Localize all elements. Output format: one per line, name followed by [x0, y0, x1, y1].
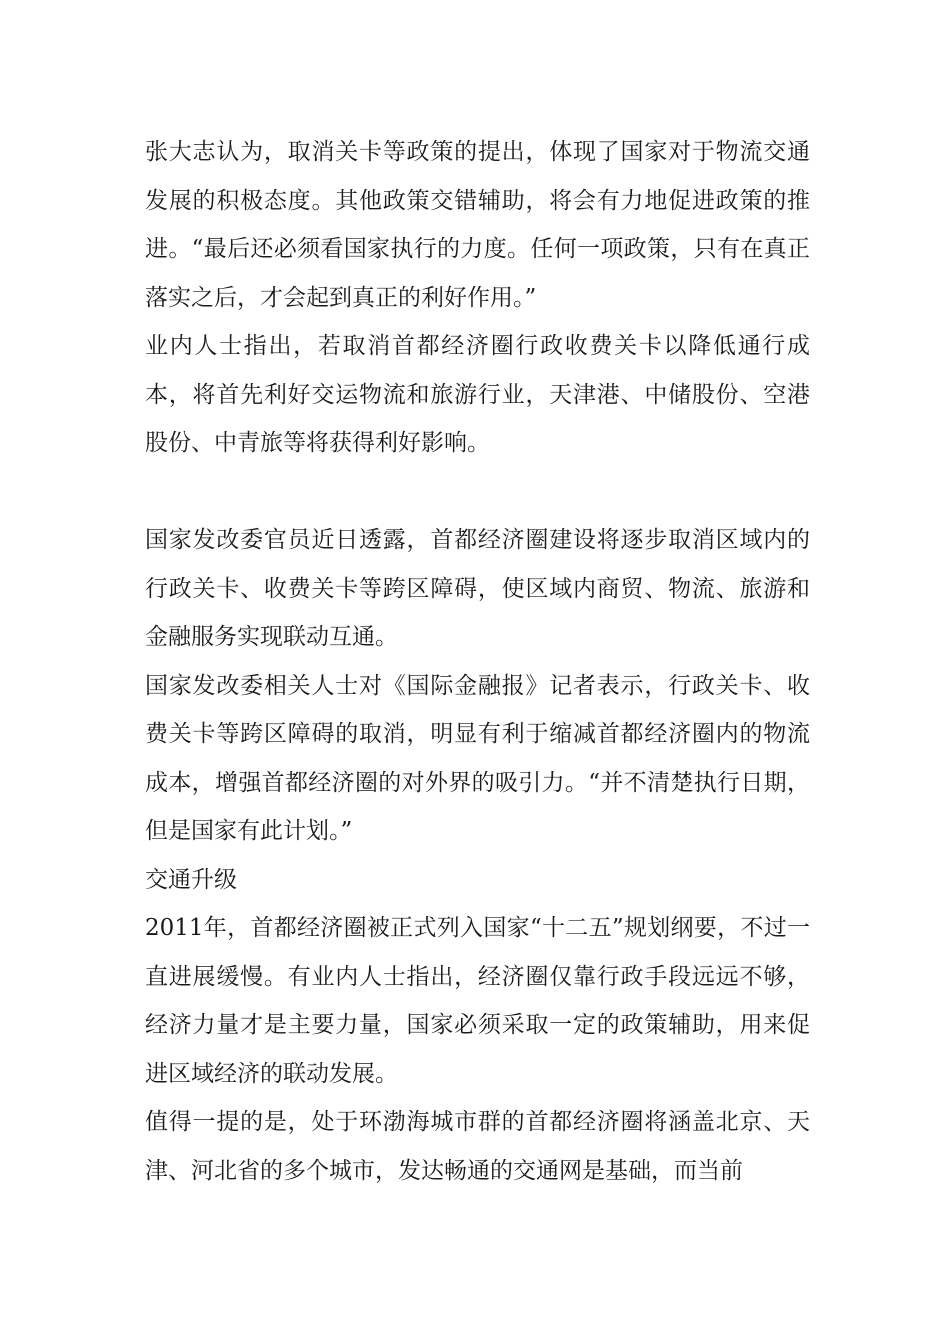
paragraph-bohai-cities: 值得一提的是，处于环渤海城市群的首都经济圈将涵盖北京、天津、河北省的多个城市，发达畅通的交通网是基础，而当前: [145, 1109, 810, 1184]
document-page: [145, 128, 810, 1195]
paragraph-ndrc-official: 国家发改委官员近日透露，首都经济圈建设将逐步取消区域内的行政关卡、收费关卡等跨区障碍，使区域内商贸、物流、旅游和金融服务实现联动互通。: [145, 527, 810, 650]
paragraph-industry-insiders: 业内人士指出，若取消首都经济圈行政收费关卡以降低通行成本，将首先利好交运物流和旅游行业，天津港、中储股份、空港股份、中青旅等将获得利好影响。: [145, 333, 810, 456]
paragraph-ndrc-source: 国家发改委相关人士对《国际金融报》记者表示，行政关卡、收费关卡等跨区障碍的取消，明显有利于缩减首都经济圈内的物流成本，增强首都经济圈的对外界的吸引力。“并不清楚执行日期，但是国家有此计划。”: [145, 672, 810, 844]
paragraph-2011-plan: 2011年，首都经济圈被正式列入国家“十二五”规划纲要，不过一直进展缓慢。有业内人士指出，经济圈仅靠行政手段远远不够，经济力量才是主要力量，国家必须采取一定的政策辅助，用来促进区域经济的联动发展。: [145, 915, 810, 1087]
paragraph-spacer: [145, 468, 810, 517]
paragraph-zhang-dazhi: 张大志认为，取消关卡等政策的提出，体现了国家对于物流交通发展的积极态度。其他政策交错辅助，将会有力地促进政策的推进。“最后还必须看国家执行的力度。任何一项政策，只有在真正落实之后，才会起到真正的利好作用。”: [145, 139, 810, 311]
section-heading: 交通升级: [145, 866, 237, 893]
